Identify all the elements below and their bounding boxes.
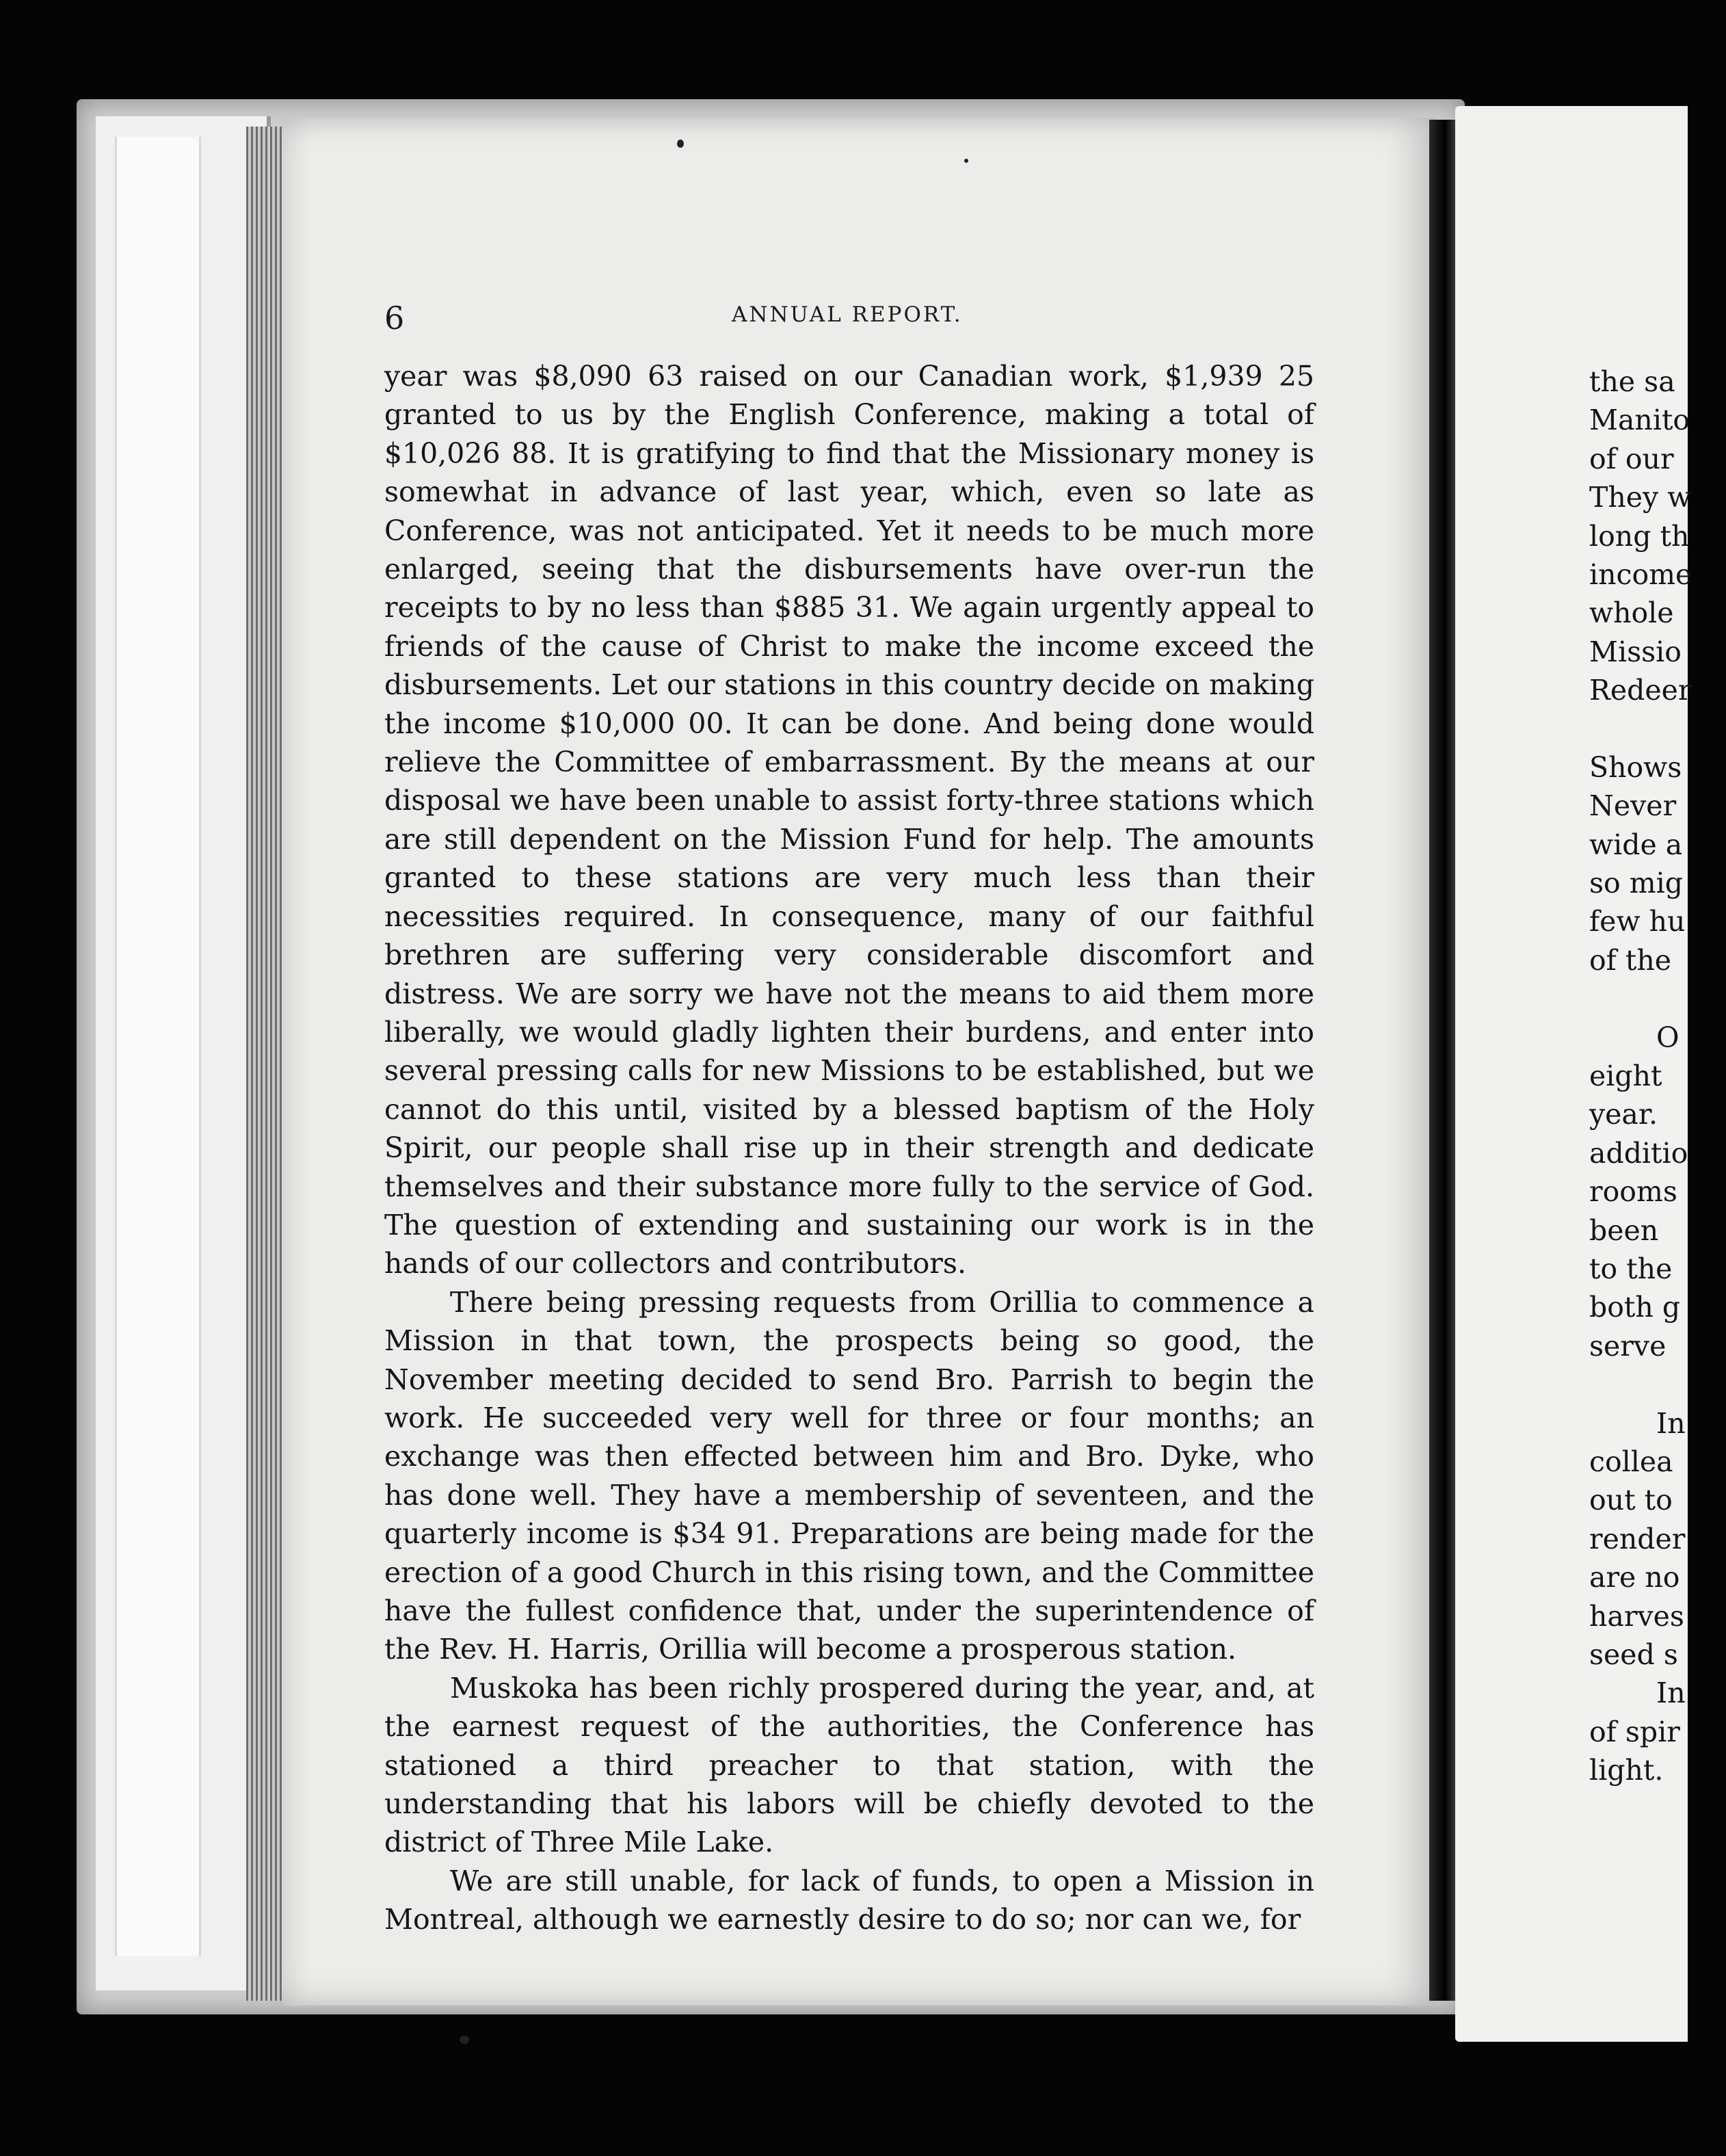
facing-page-line: both g — [1589, 1291, 1681, 1324]
speck — [677, 140, 684, 148]
facing-page-line: Missio — [1589, 635, 1682, 668]
facing-page-line: additio — [1589, 1136, 1688, 1170]
running-head: ANNUAL REPORT. — [732, 302, 963, 327]
paragraph: year was $8,090 63 raised on our Canadian work, $1,939 25 granted to us by the English Conference, making a total of $10,026 88. It is gratifying to find that the Missionary money is somewhat in advance of last year, which, even so late as Conference, was not anticipated. Yet it needs to be much more enlarged, seeing that the disbursements have over-run the receipts to by no less than $885 31. We again urgently appeal to friends of the cause of Christ to make the income exceed the disbursements. Let our stations in this country decide on making the income $10,000 00. It can be done. And being done would relieve the Committee of embarrassment. By the means at our disposal we have been unable to assist forty-three stations which are still dependent on the Mission Fund for help. The amounts granted to these stations are very much less than their necessities required. In consequence, many of our faithful brethren are suffering very considerable discomfort and distress. We are sorry we have not the means to aid them more liberally, we would gladly lighten their burdens, and enter into several pressing calls for new Missions to be established, but we cannot do this until, visited by a blessed baptism of the Holy Spirit, our people shall rise up in their strength and dedicate themselves and their substance more fully to the service of God. The question of extending and sustaining our work is in the hands of our collectors and contributors. — [384, 360, 1314, 1280]
facing-page-line: rooms — [1589, 1175, 1677, 1209]
facing-page-line — [1589, 1365, 1726, 1404]
speck — [964, 159, 968, 163]
paragraph: Muskoka has been richly prospered during the year, and, at the earnest request of the authorities, the Conference has stationed a third preacher to that station, with the understanding that his labors will be chiefly devoted to the district of Three Mile Lake. — [384, 1671, 1314, 1859]
paragraph: There being pressing requests from Orillia to commence a Mission in that town, the prospects being so good, the November meeting decided to send Bro. Parrish to begin the work. He succeeded very well for three or four months; an exchange was then effected between him and Bro. Dyke, who has done well. They have a membership of seventeen, and the quarterly income is $34 91. Preparations are being made for the erection of a good Church in this rising town, and the Committee have the fullest confidence that, under the superintendence of the Rev. H. Harris, Orillia will become a prosperous station. — [384, 1285, 1314, 1666]
facing-page-line: the sa — [1589, 365, 1675, 398]
facing-page-line: Never — [1589, 789, 1677, 823]
facing-page-line: In — [1656, 1677, 1686, 1710]
facing-page-line: out to — [1589, 1484, 1673, 1517]
facing-page-line: harves — [1589, 1599, 1684, 1633]
page-number: 6 — [384, 300, 405, 337]
facing-page-line — [1589, 710, 1726, 748]
facing-page-line: collea — [1589, 1445, 1673, 1478]
book-gutter — [1429, 120, 1455, 2001]
facing-page-line: to the — [1589, 1252, 1673, 1285]
facing-page-line: light. — [1589, 1754, 1664, 1787]
facing-page-line: wide a — [1589, 828, 1683, 861]
facing-page-line: eight — [1589, 1060, 1662, 1093]
facing-page-line: O — [1656, 1021, 1679, 1054]
facing-page-line: year. — [1589, 1098, 1658, 1131]
flyleaf — [115, 137, 201, 1956]
facing-page-line: of our — [1589, 442, 1674, 475]
page-edges — [246, 127, 287, 2001]
facing-page-line: income — [1589, 557, 1692, 591]
facing-page-line: Manito — [1589, 404, 1690, 437]
facing-page-line: of the — [1589, 943, 1672, 977]
facing-page-line: so mig — [1589, 867, 1683, 900]
facing-page-line: been — [1589, 1213, 1659, 1247]
facing-page-line: Shows — [1589, 750, 1682, 784]
facing-page-line: whole — [1589, 596, 1674, 630]
facing-page-line: serve — [1589, 1329, 1667, 1363]
facing-page-line: seed s — [1589, 1638, 1678, 1671]
facing-page-line: are no — [1589, 1561, 1680, 1594]
facing-page-line: They w — [1589, 481, 1692, 514]
facing-page-text — [1589, 363, 1726, 1789]
paragraph: We are still unable, for lack of funds, to open a Mission in Montreal, although we earnestly desire to do so; nor can we, for — [384, 1864, 1314, 1936]
facing-page-line: Redeer — [1589, 674, 1692, 707]
facing-page-line — [1589, 980, 1726, 1018]
facing-page-line: of spir — [1589, 1715, 1680, 1748]
facing-page-line: render — [1589, 1522, 1686, 1555]
facing-page-line: few hu — [1589, 905, 1686, 938]
facing-page-line: long th — [1589, 519, 1690, 553]
front-board — [96, 116, 271, 1990]
facing-page-line: In — [1656, 1406, 1686, 1440]
speck — [460, 2036, 469, 2044]
body-text — [384, 357, 1314, 1939]
